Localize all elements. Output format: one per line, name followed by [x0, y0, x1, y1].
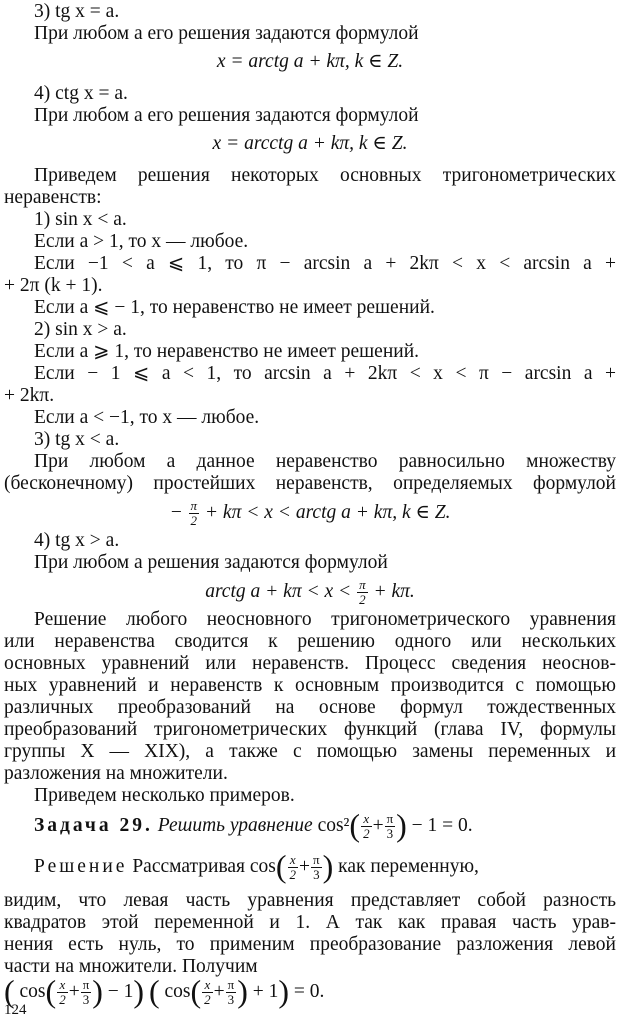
solution-line: Решение Рассматривая cos( $\frac{x}{2}$ + $\frac{\pi}{3}$ ) как переменную, [34, 847, 479, 884]
formula-part: − [169, 501, 183, 523]
page-number: 124 [4, 1002, 27, 1018]
text-line: различных преобразований на основе формул тождественных [4, 697, 616, 718]
text-line: 3) tg x < a. [34, 429, 120, 450]
text-line: Если a ⩽ − 1, то неравенство не имеет решений. [34, 297, 435, 318]
fraction: $\frac{\pi}{2}$ [359, 577, 366, 607]
formula-tg-lt [0, 499, 620, 528]
formula-factored: ( cos( $\frac{x}{2}$ + $\frac{\pi}{3}$ ) − 1) ( cos( $\frac{x}{2}$ + $\frac{\pi}{3}$ ) + 1) = 0. [4, 972, 325, 1009]
task-heading: Задача 29. Решить уравнение cos²( $\frac{x}{2}$ + $\frac{\pi}{3}$ ) − 1 = 0. [34, 806, 473, 843]
text-line: Приведем решения некоторых основных тригонометрических [34, 165, 616, 186]
text-line: Если a > 1, то x — любое. [34, 231, 249, 252]
text-line: 3) tg x = a. [34, 1, 120, 22]
text-line: При любом a решения задаются формулой [34, 552, 388, 573]
text-line: Если − 1 ⩽ a < 1, то arcsin a + 2kπ < x < π − arcsin a + [34, 363, 616, 384]
formula-arctg: x = arctg a + kπ, k ∈ Z. [216, 51, 404, 72]
fraction: $\frac{\pi}{2}$ [190, 498, 198, 528]
formula-part: + kπ < x < arctg a + kπ, k ∈ Z. [204, 501, 451, 523]
task-statement: Решить уравнение [157, 814, 313, 836]
text-line: При любом a его решения задаются формулой [34, 23, 419, 44]
text-line: основных уравнений или неравенств. Процесс сведения неоснов- [4, 653, 616, 674]
text-line: группы X — XIX), а также с помощью замены переменных и [4, 741, 616, 762]
formula-part: − 1 = 0. [411, 814, 473, 836]
text-line: Если −1 < a ⩽ 1, то π − arcsin a + 2kπ < x < arcsin a + [34, 253, 616, 274]
text-line: или неравенства сводится к решению одного или нескольких [4, 631, 616, 652]
formula-tg-gt [0, 578, 620, 607]
text-line: Если a < −1, то x — любое. [34, 407, 260, 428]
formula-part: cos² [317, 814, 350, 836]
formula-part: arctg a + kπ < x < [205, 580, 352, 602]
text-line: (бесконечному) простейших неравенств, определяемых формулой [4, 473, 616, 494]
text-line: Если a ⩾ 1, то неравенство не имеет решений. [34, 341, 420, 362]
text-part: Рассматривая cos [132, 855, 276, 877]
text-line: Решение любого неосновного тригонометрического уравнения [34, 609, 616, 630]
text-line: При любом a данное неравенство равносильно множеству [34, 451, 616, 472]
text-line: + 2kπ. [4, 385, 55, 406]
text-line: При любом a его решения задаются формулой [34, 105, 419, 126]
text-line: неравенств: [4, 187, 102, 208]
text-line: части на множители. Получим [4, 956, 258, 977]
text-line: 4) tg x > a. [34, 530, 120, 551]
text-line: разложения на множители. [4, 763, 228, 784]
text-line: преобразований тригонометрических функций (глава IV, формулы [4, 719, 616, 740]
solution-label: Решение [34, 855, 128, 877]
text-line: 2) sin x > a. [34, 319, 127, 340]
text-line: + 2π (k + 1). [4, 275, 103, 296]
text-part: как переменную, [338, 855, 479, 877]
text-line: Приведем несколько примеров. [34, 785, 295, 806]
text-line: квадратов этой переменной и 1. А так как правая часть урав- [4, 912, 616, 933]
text-line: 1) sin x < a. [34, 209, 127, 230]
task-label: Задача 29. [34, 814, 153, 836]
text-line: ных уравнений и неравенств к основным производится с помощью [4, 675, 616, 696]
formula-arcctg: x = arcctg a + kπ, k ∈ Z. [212, 133, 408, 154]
text-line: видим, что левая часть уравнения представляет собой разность [4, 890, 616, 911]
text-line: 4) ctg x = a. [34, 83, 128, 104]
text-line: нения есть нуль, то применим преобразование разложения левой [4, 934, 616, 955]
formula-part: + kπ. [373, 580, 415, 602]
